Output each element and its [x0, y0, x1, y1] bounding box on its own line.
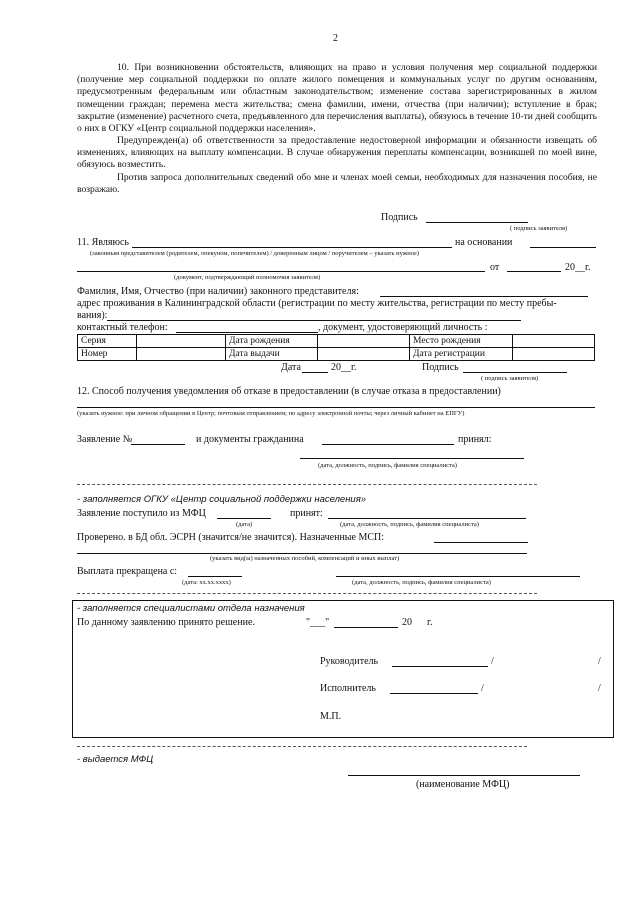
center-date-caption-2: (дата: хх.хх.хххх)	[182, 579, 231, 586]
dept-year: 20	[402, 617, 412, 628]
paragraph-warning: Предупрежден(а) об ответственности за предоставление недостоверной информации и обязанности извещать об изменениях, влияющих на выплату компенсации. В случае обнаружения переплаты компенсации, возникшей по моей вине, обязуюсь возместить.	[77, 135, 597, 171]
table-cell: Дата регистрации	[410, 348, 513, 361]
dept-head-field[interactable]	[392, 666, 488, 667]
s11-from-label: от	[490, 262, 500, 273]
received-accepted-label: принял:	[458, 434, 492, 445]
dept-month-field[interactable]	[334, 627, 398, 628]
signature-label: Подпись	[381, 212, 418, 223]
s11-am-field[interactable]	[132, 247, 452, 248]
center-spec-caption: (дата, должность, подпись, фамилия специалиста)	[340, 521, 479, 528]
s11-year: 20__г.	[565, 262, 591, 273]
table-cell: Номер	[78, 348, 137, 361]
center-stopped-label: Выплата прекращена с:	[77, 566, 178, 577]
table-cell[interactable]	[513, 335, 595, 348]
mfc-heading: - выдается МФЦ	[77, 754, 154, 765]
dept-head-label: Руководитель	[320, 656, 379, 667]
center-types-caption: (указать вид(ы) назначенных пособий, компенсаций и иных выплат)	[210, 555, 400, 562]
divider	[77, 593, 537, 594]
table-row	[78, 348, 595, 361]
s11-date-year: 20__г.	[331, 362, 357, 373]
received-number-field[interactable]	[131, 444, 185, 445]
table-cell: Дата рождения	[226, 335, 318, 348]
table-cell: Серия	[78, 335, 137, 348]
s11-doc-caption: (документ, подтверждающий полномочия заявителя)	[174, 274, 321, 281]
dept-executor-field[interactable]	[390, 693, 478, 694]
paragraph-no-objection: Против запроса дополнительных сведений обо мне и членах моей семьи, необходимых для назначения пособия, не возражаю.	[77, 172, 597, 196]
s12-title: 12. Способ получения уведомления об отказе в предоставлении (в случае отказа в предоставлении)	[77, 386, 501, 397]
s11-phone-label: контактный телефон:	[77, 322, 168, 333]
dept-executor-slash: /	[481, 683, 484, 694]
table-row	[78, 335, 595, 348]
s11-basis-label: на основании	[455, 237, 513, 248]
s12-field[interactable]	[77, 407, 595, 408]
s11-date-field[interactable]	[507, 271, 561, 272]
s11-date-sign-field[interactable]	[302, 372, 328, 373]
divider	[77, 746, 527, 747]
dept-executor-label: Исполнитель	[320, 683, 376, 694]
s11-id-label: , документ, удостоверяющий личность :	[318, 322, 488, 333]
s11-am-caption: (законным представителем (родителем, опекуном, попечителем) / доверенным лицом / поручителем – указать нужное)	[90, 250, 420, 257]
dept-head-slash: /	[491, 656, 494, 667]
s11-address-label-2: вания):	[77, 310, 108, 321]
table-cell[interactable]	[318, 335, 410, 348]
s11-am-label: 11. Являюсь	[77, 237, 129, 248]
received-statement-label: Заявление №	[77, 434, 133, 445]
dept-g: г.	[427, 617, 433, 628]
mfc-caption: (наименование МФЦ)	[416, 779, 510, 790]
dept-executor-slash-2: /	[598, 683, 601, 694]
s11-basis-field[interactable]	[530, 247, 596, 248]
received-citizen-field[interactable]	[322, 444, 454, 445]
center-msp-field-2[interactable]	[77, 553, 527, 554]
center-stopped-spec-field[interactable]	[336, 576, 580, 577]
center-accepted-label: принят:	[290, 508, 323, 519]
s11-fio-field[interactable]	[380, 296, 588, 297]
signature-caption: ( подпись заявителя)	[510, 225, 568, 232]
s11-address-field[interactable]	[107, 320, 521, 321]
center-mfc-date-field[interactable]	[217, 518, 271, 519]
dept-heading: - заполняется специалистами отдела назначения	[77, 603, 305, 614]
s11-address-label: адрес проживания в Калининградской области (регистрации по месту жительства, регистрации по месту пребы-	[77, 298, 557, 309]
s11-doc-field[interactable]	[77, 271, 485, 272]
id-document-table	[77, 334, 595, 361]
received-caption: (дата, должность, подпись, фамилия специалиста)	[318, 462, 457, 469]
s11-date-label: Дата	[281, 362, 301, 373]
table-cell: Место рождения	[410, 335, 513, 348]
s11-sign-field[interactable]	[463, 372, 567, 373]
dept-quote: "___"	[306, 617, 330, 628]
table-cell[interactable]	[318, 348, 410, 361]
center-mfc-label: Заявление поступило из МФЦ	[77, 508, 206, 519]
table-cell: Дата выдачи	[226, 348, 318, 361]
center-stopped-field[interactable]	[188, 576, 242, 577]
center-msp-field[interactable]	[434, 542, 528, 543]
s11-sign-label: Подпись	[422, 362, 459, 373]
table-cell[interactable]	[513, 348, 595, 361]
center-spec-caption-2: (дата, должность, подпись, фамилия специалиста)	[352, 579, 491, 586]
received-docs-label: и документы гражданина	[196, 434, 304, 445]
center-date-caption: (дата)	[236, 521, 253, 528]
center-checked-label: Проверено. в БД обл. ЭСРН (значится/не значится). Назначенные МСП:	[77, 532, 385, 543]
center-accepted-field[interactable]	[328, 518, 526, 519]
s11-phone-field[interactable]	[176, 332, 318, 333]
signature-line[interactable]	[426, 222, 528, 223]
table-cell[interactable]	[137, 348, 226, 361]
center-heading: - заполняется ОГКУ «Центр социальной поддержки населения»	[77, 494, 367, 505]
s11-sign-caption: ( подпись заявителя)	[481, 375, 539, 382]
mfc-name-field[interactable]	[348, 775, 580, 776]
dept-stamp-label: М.П.	[320, 711, 342, 722]
table-cell[interactable]	[137, 335, 226, 348]
dept-head-slash-2: /	[598, 656, 601, 667]
divider	[77, 484, 537, 485]
dept-decision-label: По данному заявлению принято решение.	[77, 617, 255, 628]
page-number: 2	[333, 33, 338, 44]
s12-caption: (указать нужное: при личном обращении в Центр; почтовым отправлением; по адресу электронной почты; через личный кабинет на ЕПГУ)	[77, 410, 465, 417]
s11-fio-label: Фамилия, Имя, Отчество (при наличии) законного представителя:	[77, 286, 359, 297]
paragraph-10: 10. При возникновении обстоятельств, влияющих на право и условия получения мер социальной поддержки (получение мер социальной поддержки по оплате жилого помещения и коммунальных услуг по другим основаниям, предусмотренным федеральным или областным законодательством; изменение состава зарегистрированных в жилом помещении граждан; перемена места жительства; смена фамилии, имени, отчества (при наличии); вступление в брак; закрытие (изменение) расчетного счета, предъявленного для перечисления выплаты), обязуюсь в течение 10-ти дней сообщить о них в ОГКУ «Центр социальной поддержки населения».	[77, 62, 597, 135]
received-spec-field[interactable]	[300, 458, 524, 459]
